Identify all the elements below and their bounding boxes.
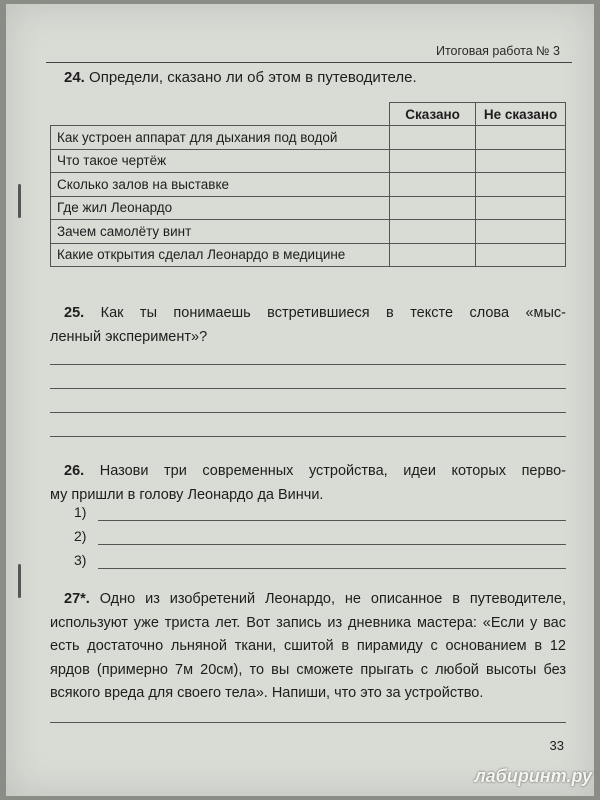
workbook-page: [38, 4, 582, 796]
said-cell[interactable]: [390, 126, 476, 150]
said-cell[interactable]: [390, 173, 476, 197]
paper-sheet: [6, 4, 594, 796]
empty-header-cell: [51, 103, 390, 126]
answer-line[interactable]: [50, 436, 566, 437]
question-text-line: Как ты понимаешь встретившиеся в тексте слова «мыс-: [100, 305, 567, 321]
answer-line[interactable]: [98, 568, 566, 569]
staple: [18, 564, 21, 598]
row-question: Что такое чертёж: [51, 149, 390, 173]
question-27: [50, 588, 566, 706]
table-row: [51, 220, 566, 244]
not-said-cell[interactable]: [476, 196, 566, 220]
question-text-line: Назови три современных устройства, идеи которых перво-: [99, 463, 566, 479]
table-row: [51, 149, 566, 173]
staple: [18, 184, 21, 218]
answer-line[interactable]: [50, 722, 566, 723]
not-said-cell[interactable]: [476, 126, 566, 150]
question-number: 24.: [64, 69, 85, 86]
answer-line[interactable]: [98, 544, 566, 545]
answer-label: 3): [74, 552, 87, 568]
answer-line[interactable]: [98, 520, 566, 521]
col-not-said-header: Не сказано: [476, 103, 566, 126]
row-question: Какие открытия сделал Леонардо в медицине: [51, 243, 390, 267]
col-said-header: Сказано: [390, 103, 476, 126]
page-header: Итоговая работа № 3: [435, 44, 560, 58]
question-number: 27*.: [64, 591, 90, 607]
row-question: Как устроен аппарат для дыхания под водой: [51, 126, 390, 150]
answer-line[interactable]: [50, 388, 566, 389]
row-question: Где жил Леонардо: [51, 196, 390, 220]
said-cell[interactable]: [390, 149, 476, 173]
not-said-cell[interactable]: [476, 220, 566, 244]
question-number: 25.: [64, 305, 85, 321]
question-text: Определи, сказано ли об этом в путеводителе.: [89, 69, 417, 86]
not-said-cell[interactable]: [476, 173, 566, 197]
row-question: Сколько залов на выставке: [51, 173, 390, 197]
table-row: [51, 173, 566, 197]
table-row: [51, 196, 566, 220]
page-number: 33: [549, 738, 564, 753]
question-24: [64, 66, 417, 89]
table-row: [51, 243, 566, 267]
question-25: [50, 302, 566, 349]
answer-label: 2): [74, 528, 87, 544]
question-26: [50, 460, 566, 507]
not-said-cell[interactable]: [476, 243, 566, 267]
not-said-cell[interactable]: [476, 149, 566, 173]
said-cell[interactable]: [390, 243, 476, 267]
header-rule: [46, 62, 572, 63]
table-row: [51, 126, 566, 150]
question-text-line: ленный эксперимент»?: [50, 328, 208, 345]
question-text: Одно из изобретений Леонардо, не описанное в путеводителе, используют уже триста лет. Вот запись из дневника мастера: «Если у вас есть достаточно льняной ткани, сшитой в пирамиду с основанием в 12 ярдов (примерно 7м 20см), то вы сможете прыгать с любой высоты без всякого вреда для своего тела». Напиши, что это за устройство.: [50, 591, 566, 701]
watermark: лабиринт.ру: [474, 766, 592, 786]
answer-line[interactable]: [50, 412, 566, 413]
said-cell[interactable]: [390, 196, 476, 220]
answer-table: [50, 102, 566, 267]
answer-label: 1): [74, 504, 87, 520]
answer-line[interactable]: [50, 364, 566, 365]
said-cell[interactable]: [390, 220, 476, 244]
question-number: 26.: [64, 463, 85, 479]
row-question: Зачем самолёту винт: [51, 220, 390, 244]
question-text-line: му пришли в голову Леонардо да Винчи.: [50, 486, 324, 503]
